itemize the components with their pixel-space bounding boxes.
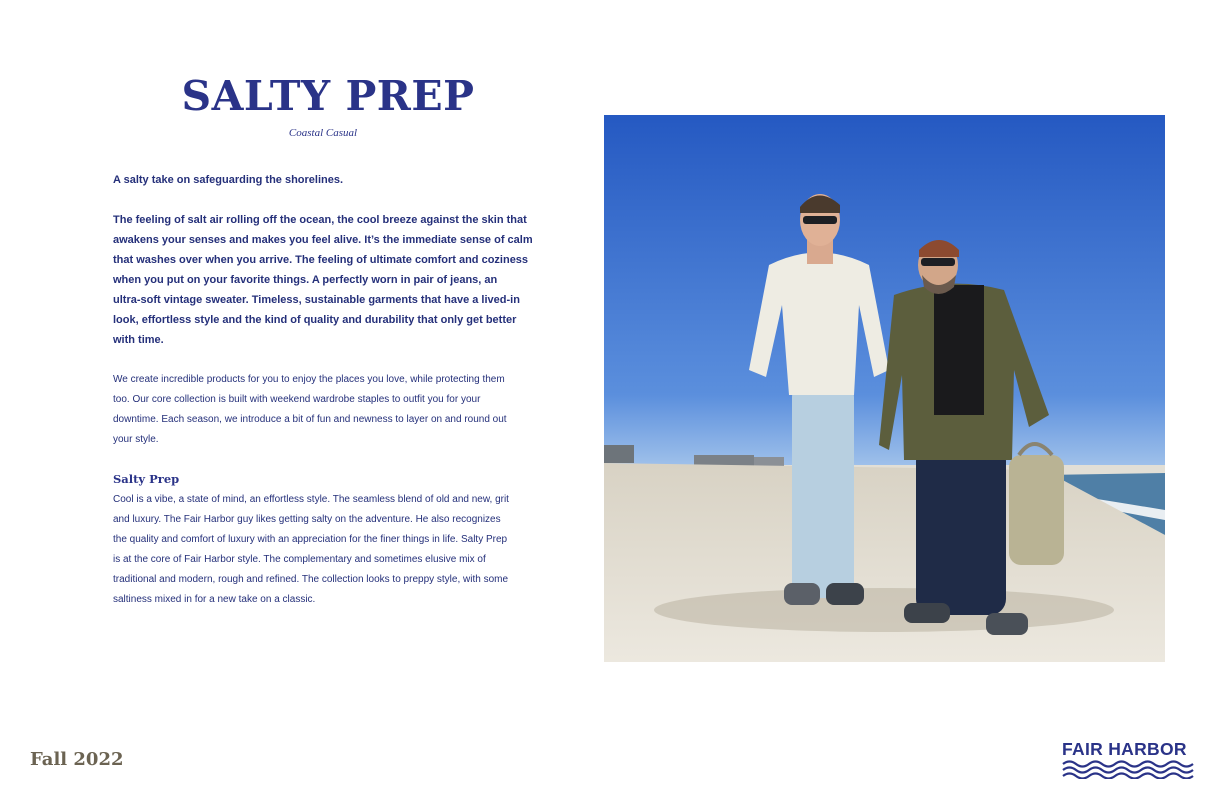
tagline: A salty take on safeguarding the shorelines. — [113, 174, 344, 186]
brand-logo-text: FAIR HARBOR — [1062, 739, 1187, 759]
waves-icon — [1062, 759, 1194, 779]
mission-paragraph — [113, 370, 545, 450]
paragraph-line: and luxury. The Fair Harbor guy likes getting salty on the adventure. He also recognizes — [113, 514, 501, 525]
beach-photo-illustration — [604, 115, 1165, 662]
page-subtitle: Coastal Casual — [288, 127, 358, 139]
beach-photo — [604, 115, 1165, 662]
paragraph-line: with time. — [113, 334, 164, 346]
salty-prep-section — [113, 472, 545, 486]
paragraph-line: Cool is a vibe, a state of mind, an effortless style. The seamless blend of old and new, grit — [113, 494, 509, 505]
paragraph-line: your style. — [113, 434, 159, 445]
paragraph-line: ultra-soft vintage sweater. Timeless, sustainable garments that have a lived-in — [113, 294, 520, 306]
paragraph-line: the quality and comfort of luxury with an appreciation for the finer things in life. Salty Prep — [113, 534, 508, 545]
season-label: Fall 2022 — [30, 749, 124, 770]
paragraph-line: look, effortless style and the kind of quality and durability that only get better — [113, 314, 517, 326]
paragraph-line: too. Our core collection is built with weekend wardrobe staples to outfit you for your — [113, 394, 481, 405]
paragraph-line: The feeling of salt air rolling off the ocean, the cool breeze against the skin that — [113, 214, 527, 226]
intro-block — [113, 170, 545, 190]
shadow — [654, 588, 1114, 632]
house — [604, 445, 634, 463]
brand-logo — [1062, 739, 1196, 784]
page-title: SALTY PREP — [181, 72, 475, 120]
section-heading: Salty Prep — [113, 472, 180, 486]
paragraph-line: downtime. Each season, we introduce a bit of fun and newness to layer on and round out — [113, 414, 507, 425]
sand — [604, 463, 1165, 662]
paragraph-line: that washes over when you arrive. The feeling of ultimate comfort and coziness — [113, 254, 529, 266]
feeling-paragraph — [113, 210, 545, 350]
paragraph-line: We create incredible products for you to enjoy the places you love, while protecting them — [113, 374, 505, 385]
paragraph-line: awakens your senses and makes you feel alive. It’s the immediate sense of calm — [113, 234, 533, 246]
paragraph-line: traditional and modern, rough and refined. The collection looks to preppy style, with some — [113, 574, 509, 585]
paragraph-line: when you put on your favorite things. A perfectly worn in pair of jeans, an — [113, 274, 498, 286]
salty-prep-paragraph — [113, 490, 545, 610]
paragraph-line: saltiness mixed in for a new take on a classic. — [113, 594, 316, 605]
paragraph-line: is at the core of Fair Harbor style. The complementary and sometimes elusive mix of — [113, 554, 486, 565]
